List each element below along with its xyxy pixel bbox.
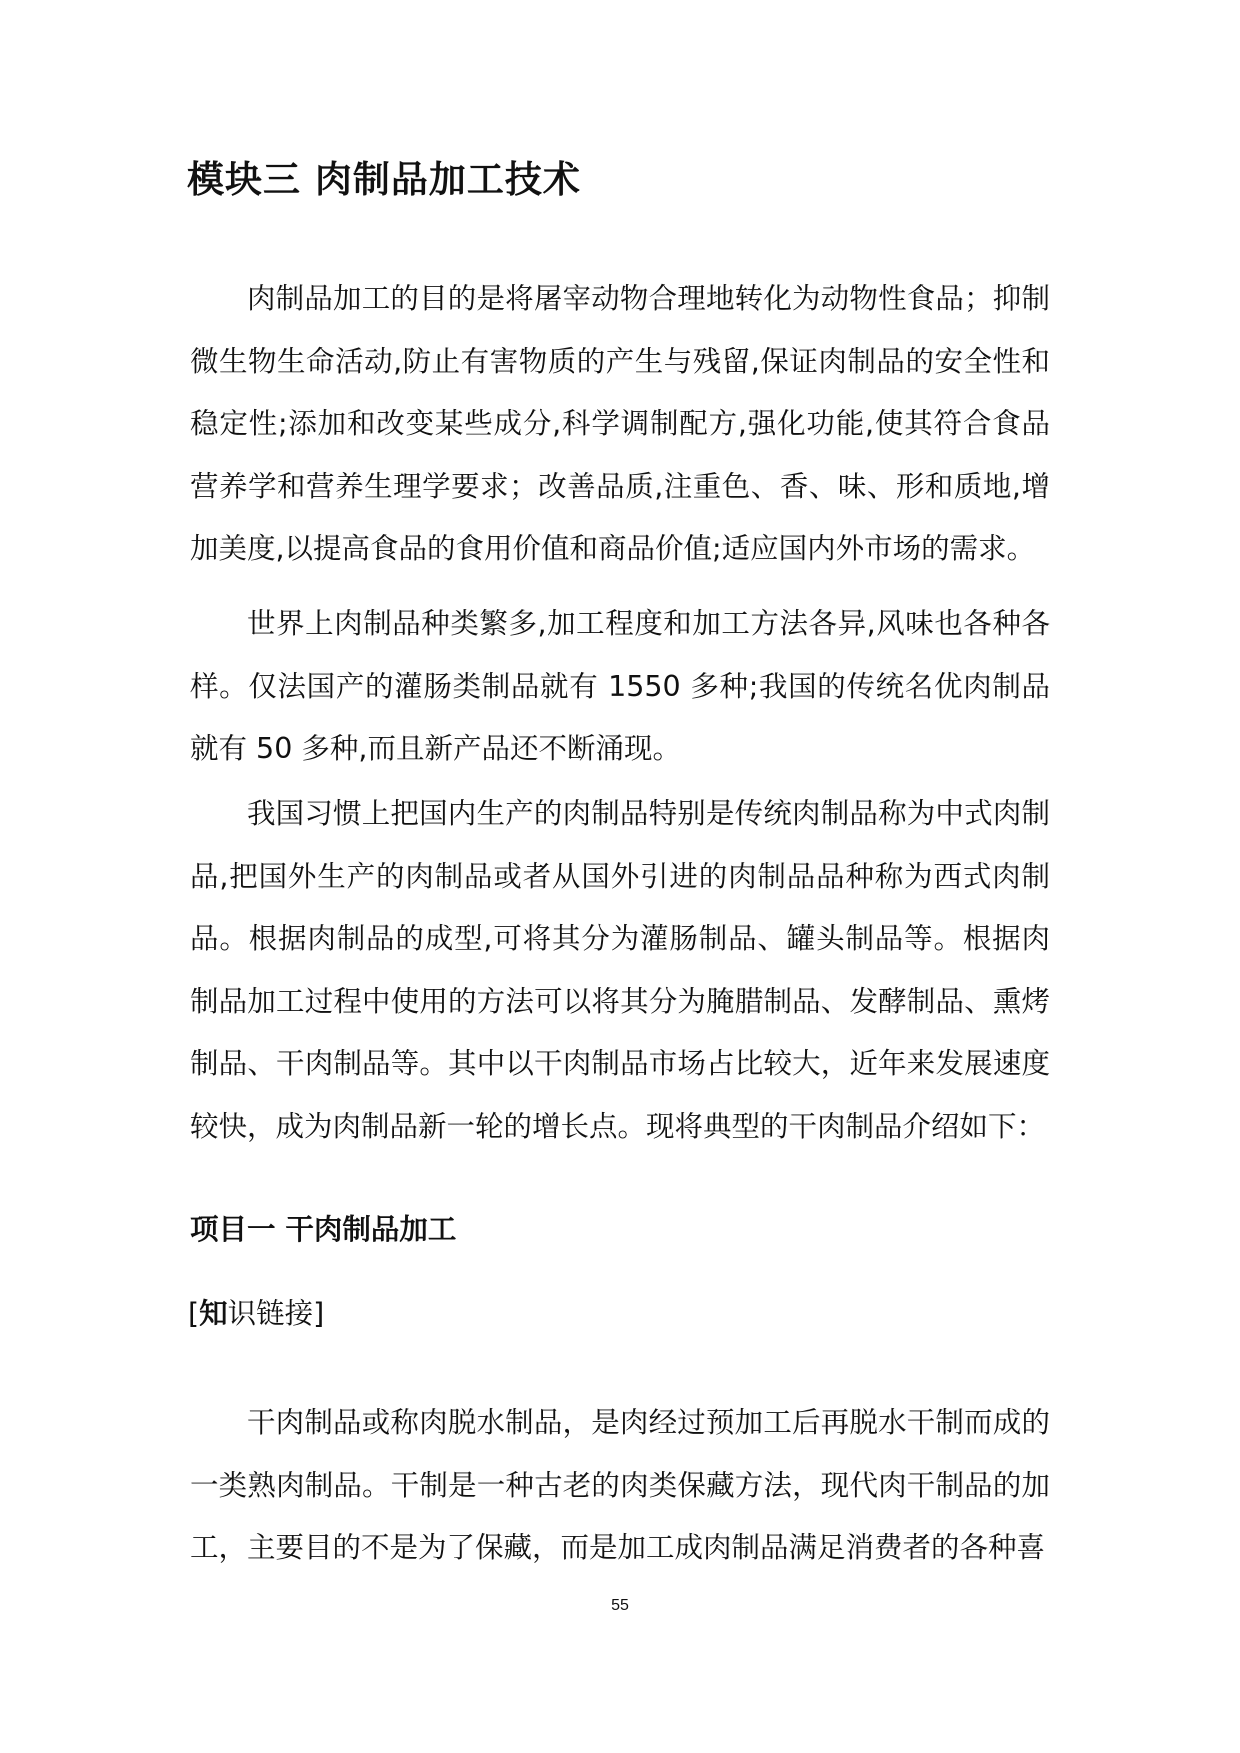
module-title: 模块三 肉制品加工技术 — [187, 158, 581, 201]
intro-paragraph-3: 我国习惯上把国内生产的肉制品特别是传统肉制品称为中式肉制品,把国外生产的肉制品或者从国外引进的肉制品品种称为西式肉制品。根据肉制品的成型,可将其分为灌肠制品、罐头制品等。根据肉制品加工过程中使用的方法可以将其分为腌腊制品、发酵制品、熏烤制品、干肉制品等。其中以干肉制品市场占比较大，近年来发展速度较快，成为肉制品新一轮的增长点。现将典型的干肉制品介绍如下： — [190, 797, 1050, 1143]
page-number: 55 — [611, 1597, 629, 1614]
intro-paragraph-2: 世界上肉制品种类繁多,加工程度和加工方法各异,风味也各种各样。仅法国产的灌肠类制品就有 1550 多种;我国的传统名优肉制品就有 50 多种,而且新产品还不断涌现。 — [190, 607, 1050, 765]
knowledge-link-open-bracket: [ — [188, 1297, 200, 1330]
knowledge-link-rest: 识链接] — [227, 1297, 325, 1330]
intro-paragraph-1: 肉制品加工的目的是将屠宰动物合理地转化为动物性食品；抑制微生物生命活动,防止有害物质的产生与残留,保证肉制品的安全性和稳定性;添加和改变某些成分,科学调制配方,强化功能,使其符合食品营养学和营养生理学要求；改善品质,注重色、香、味、形和质地,增加美度,以提高食品的食用价值和商品价值;适应国内外市场的需求。 — [190, 282, 1050, 565]
knowledge-link-bold-char: 知 — [199, 1297, 228, 1330]
body-paragraph: 干肉制品或称肉脱水制品，是肉经过预加工后再脱水干制而成的一类熟肉制品。干制是一种古老的肉类保藏方法，现代肉干制品的加工，主要目的不是为了保藏，而是加工成肉制品满足消费者的各种喜 — [190, 1406, 1050, 1564]
project-title: 项目一 干肉制品加工 — [190, 1213, 457, 1246]
knowledge-link-heading — [188, 1297, 324, 1331]
